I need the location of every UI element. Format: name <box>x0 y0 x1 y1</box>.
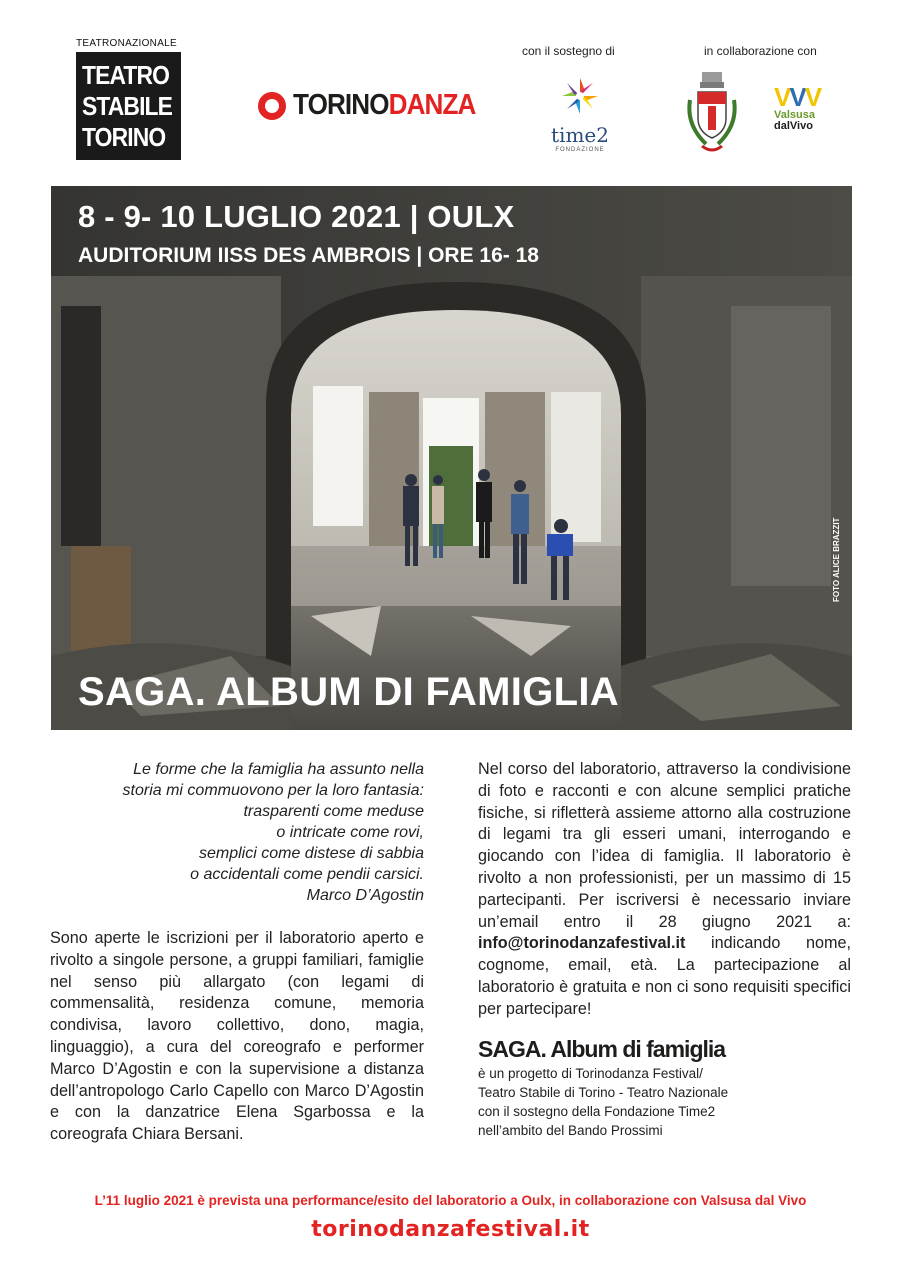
torinodanza-logo <box>258 89 496 122</box>
oulx-coat-of-arms-icon <box>684 70 740 160</box>
time2-logo <box>548 76 612 153</box>
performance-note: L’11 luglio 2021 è prevista una performance/esito del laboratorio a Oulx, in collaborazione con Valsusa dal Vivo <box>94 1193 807 1208</box>
quote-line: semplici come distese di sabbia <box>199 845 424 862</box>
teatro-stabile-torino-logo <box>76 52 181 160</box>
logo-line: STABILE <box>82 90 173 121</box>
logo-line: TORINO <box>82 121 166 152</box>
valsusa-line: dalVivo <box>774 120 813 132</box>
sostegno-label: con il sostegno di <box>522 44 615 58</box>
quote-line: o accidentali come pendii carsici. <box>190 866 424 883</box>
event-title: SAGA. ALBUM DI FAMIGLIA <box>78 670 619 714</box>
quote-line: trasparenti come meduse <box>243 803 424 820</box>
time2-fondazione: FONDAZIONE <box>555 147 605 153</box>
saga-credit-line: Teatro Stabile di Torino - Teatro Nazionale <box>478 1085 729 1100</box>
laboratorio-description: Sono aperte le iscrizioni per il laboratorio aperto e rivolto a singole persone, a gruppi familiari, famiglie nel senso più allargato (con legami di commensalità, residenza comune, memoria condivisa, lavoro collettivo, dono, magia, linguaggio), a cura del coreografo e performer Marco D’Agostin e con la supervisione a distanza dell’antropologo Carlo Capello con Marco D’Agostin e con la danzatrice Elena Sgarbossa e la coreografa Chiara Bersani. <box>50 929 424 1144</box>
quote-author: Marco D’Agostin <box>306 887 424 904</box>
details-text: Nel corso del laboratorio, attraverso la condivisione di foto e racconti e con alcune semplici pratiche fisiche, si rifletterà assieme attorno alla costruzione di legami tra gli esseri umani, interrogando e giocando con l’idea di famiglia. Il laboratorio è rivolto a non professionisti, per un massimo di 15 partecipanti. Per iscriversi è necessario inviare un’email entro il 28 giugno 2021 a: <box>478 760 851 931</box>
laboratorio-details <box>478 759 851 1021</box>
event-venue-time: AUDITORIUM IISS DES AMBROIS | ORE 16- 18 <box>78 244 539 267</box>
torinodanza-part1: TORINO <box>293 89 389 121</box>
teatro-nazionale-label: TEATRONAZIONALE <box>76 38 177 49</box>
torinodanza-part2: DANZA <box>388 89 476 121</box>
saga-project-title: SAGA. Album di famiglia <box>478 1036 726 1062</box>
time2-flower-icon <box>560 76 600 116</box>
logo-line: TEATRO <box>82 59 170 90</box>
saga-credit-line: è un progetto di Torinodanza Festival/ <box>478 1066 703 1081</box>
valsusa-line: Valsusa <box>774 109 815 121</box>
event-date-place: 8 - 9- 10 LUGLIO 2021 | OULX <box>78 199 515 234</box>
torinodanza-wordmark <box>293 89 475 122</box>
collaborazione-label: in collaborazione con <box>704 44 817 58</box>
quote-line: storia mi commuovono per la loro fantasia: <box>122 782 424 799</box>
quote-line: o intricate come rovi, <box>276 824 424 841</box>
valsusa-vvv-icon: VVV <box>774 82 821 112</box>
torinodanza-circle-icon <box>258 92 286 120</box>
details-text-end: indicando nome, cognome, email, età. La partecipazione al laboratorio è gratuita e non ci sono requisiti specifici per partecipare! <box>478 934 851 1018</box>
festival-website-link[interactable]: torinodanzafestival.it <box>311 1217 590 1242</box>
saga-credits <box>478 1064 728 1140</box>
valsusa-dal-vivo-logo <box>774 84 840 132</box>
photo-credit-text: FOTO ALICE BRAZZIT <box>832 517 841 602</box>
photo-credit <box>832 512 842 602</box>
time2-word: time2 <box>551 123 609 147</box>
saga-credit-line: nell’ambito del Bando Prossimi <box>478 1123 663 1138</box>
contact-email[interactable]: info@torinodanzafestival.it <box>478 934 686 953</box>
quote-line: Le forme che la famiglia ha assunto nella <box>133 761 424 778</box>
saga-credit-line: con il sostegno della Fondazione Time2 <box>478 1104 716 1119</box>
opening-quote <box>60 759 424 906</box>
